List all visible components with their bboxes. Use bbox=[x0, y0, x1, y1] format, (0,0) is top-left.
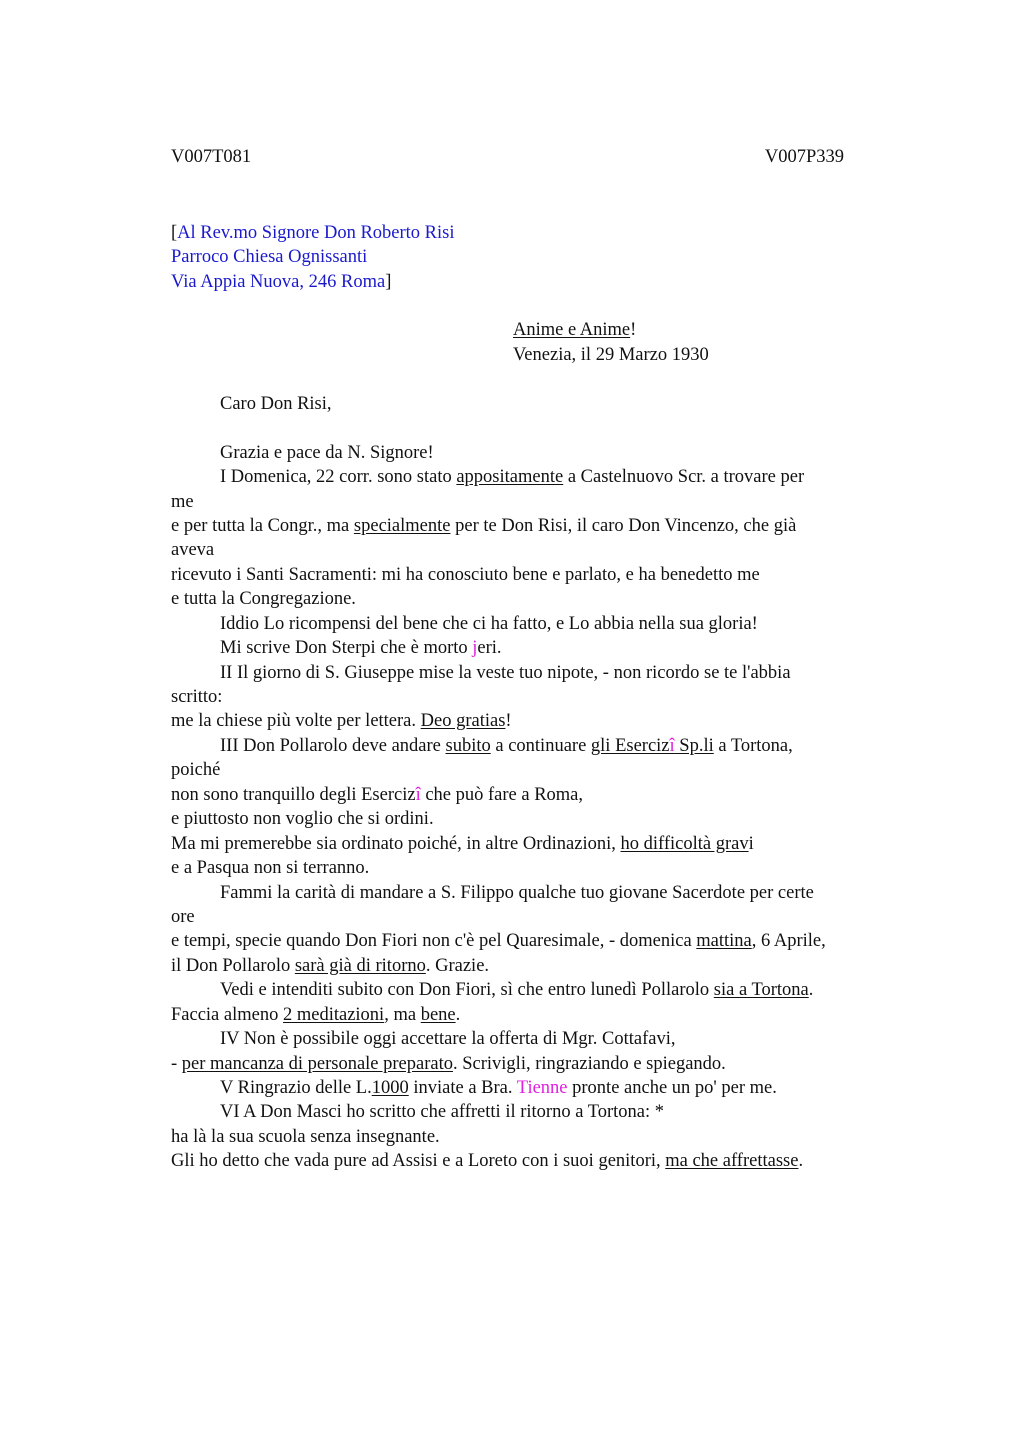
underlined-text: ho difficoltà grav bbox=[620, 834, 749, 854]
body-line: ore bbox=[171, 907, 195, 927]
text-run: . bbox=[808, 980, 814, 1000]
text-run: . Scrivigli, ringraziando e spiegando. bbox=[452, 1054, 726, 1074]
underlined-text: bene bbox=[420, 1005, 456, 1025]
text-run: Mi scrive Don Sterpi che è morto bbox=[220, 638, 473, 658]
text-run: non sono tranquillo degli Eserciz bbox=[171, 785, 416, 805]
address-line-1 bbox=[171, 221, 455, 245]
body-line: Iddio Lo ricompensi del bene che ci ha fatto, e Lo abbia nella sua gloria! bbox=[220, 614, 758, 634]
text-run: a Tortona, bbox=[713, 736, 793, 756]
underlined-text: appositamente bbox=[456, 467, 564, 487]
text-run: gli Eserciz bbox=[590, 736, 670, 756]
body-line bbox=[171, 1149, 803, 1173]
body-line bbox=[171, 929, 826, 953]
text-run: Vedi e intenditi subito con Don Fiori, sì che entro lunedì Pollarolo bbox=[220, 980, 714, 1000]
underlined-text: ma che affrettasse bbox=[665, 1151, 799, 1171]
body-line: VI A Don Masci ho scritto che affretti il ritorno a Tortona: * bbox=[220, 1102, 664, 1122]
underlined-text: specialmente bbox=[353, 516, 451, 536]
body-line bbox=[171, 514, 796, 538]
highlighted-text: î bbox=[415, 785, 421, 805]
body-line bbox=[220, 1076, 777, 1100]
text-run: ! bbox=[630, 320, 637, 340]
highlighted-text: î bbox=[669, 736, 675, 756]
archive-code-left: V007T081 bbox=[171, 147, 252, 167]
highlighted-text: Tienne bbox=[516, 1078, 568, 1098]
body-line bbox=[220, 978, 813, 1002]
body-line bbox=[220, 636, 502, 660]
body-line: e piuttosto non voglio che si ordini. bbox=[171, 809, 434, 829]
text-run: Sp.li bbox=[674, 736, 714, 756]
body-line: me bbox=[171, 492, 194, 512]
text-run: e per tutta la Congr., ma bbox=[171, 516, 354, 536]
text-run: ! bbox=[505, 711, 512, 731]
body-line: IV Non è possibile oggi accettare la offerta di Mgr. Cottafavi, bbox=[220, 1029, 676, 1049]
text-run: che può fare a Roma, bbox=[420, 785, 584, 805]
text-run: inviate a Bra. bbox=[408, 1078, 517, 1098]
body-line: Grazia e pace da N. Signore! bbox=[220, 443, 434, 463]
text-run: eri. bbox=[477, 638, 502, 658]
text-run: , ma bbox=[384, 1005, 421, 1025]
text-run: , 6 Aprile, bbox=[751, 931, 826, 951]
archive-code-right: V007P339 bbox=[764, 147, 844, 167]
text-run: per te Don Risi, il caro Don Vincenzo, che già bbox=[450, 516, 797, 536]
text-run: III Don Pollarolo deve andare bbox=[220, 736, 446, 756]
text-run: Gli ho detto che vada pure ad Assisi e a Loreto con i suoi genitori, bbox=[171, 1151, 666, 1171]
underlined-text: 2 meditazioni bbox=[282, 1005, 385, 1025]
body-line bbox=[171, 709, 512, 733]
text-run: - bbox=[171, 1054, 182, 1074]
place-date: Venezia, il 29 Marzo 1930 bbox=[513, 345, 709, 365]
text-run: e tempi, specie quando Don Fiori non c'è pel Quaresimale, - domenica bbox=[171, 931, 697, 951]
text-run: . Grazie. bbox=[425, 956, 490, 976]
text-run: I Domenica, 22 corr. sono stato bbox=[220, 467, 457, 487]
body-line: scritto: bbox=[171, 687, 223, 707]
body-line bbox=[220, 734, 793, 758]
address-line-2: Parroco Chiesa Ognissanti bbox=[171, 247, 368, 267]
body-line bbox=[171, 783, 583, 807]
text-run: a Castelnuovo Scr. a trovare per bbox=[563, 467, 805, 487]
body-line: ha là la sua scuola senza insegnante. bbox=[171, 1127, 440, 1147]
underlined-text: 1000 bbox=[371, 1078, 409, 1098]
text-run: pronte anche un po' per me. bbox=[567, 1078, 777, 1098]
motto bbox=[513, 318, 636, 342]
body-line bbox=[220, 465, 804, 489]
underlined-text: mattina bbox=[696, 931, 752, 951]
body-line bbox=[171, 954, 489, 978]
text-run: V Ringrazio delle L. bbox=[220, 1078, 372, 1098]
text-run: [ bbox=[171, 223, 178, 243]
underlined-text: sarà già di ritorno bbox=[294, 956, 426, 976]
underlined-text: per mancanza di personale preparato bbox=[181, 1054, 453, 1074]
body-line: e a Pasqua non si terranno. bbox=[171, 858, 370, 878]
text-run: . bbox=[455, 1005, 461, 1025]
text-run: Al Rev.mo Signore Don Roberto Risi bbox=[177, 223, 455, 243]
text-run: Ma mi premerebbe sia ordinato poiché, in altre Ordinazioni, bbox=[171, 834, 621, 854]
body-line: poiché bbox=[171, 760, 221, 780]
underlined-text: sia a Tortona bbox=[713, 980, 809, 1000]
body-line bbox=[171, 1003, 460, 1027]
text-run: Faccia almeno bbox=[171, 1005, 283, 1025]
underlined-text: subito bbox=[445, 736, 491, 756]
salutation: Caro Don Risi, bbox=[220, 394, 332, 414]
text-run: i bbox=[748, 834, 754, 854]
body-line bbox=[171, 832, 754, 856]
address-line-3 bbox=[171, 270, 391, 294]
underlined-text bbox=[591, 736, 714, 756]
body-line: aveva bbox=[171, 540, 215, 560]
underlined-text: Anime e Anime bbox=[513, 320, 631, 340]
text-run: ] bbox=[385, 272, 392, 292]
text-run: Via Appia Nuova, 246 Roma bbox=[171, 272, 386, 292]
body-line: ricevuto i Santi Sacramenti: mi ha conosciuto bene e parlato, e ha benedetto me bbox=[171, 565, 760, 585]
body-line: e tutta la Congregazione. bbox=[171, 589, 356, 609]
body-line: II Il giorno di S. Giuseppe mise la veste tuo nipote, - non ricordo se te l'abbia bbox=[220, 663, 791, 683]
text-run: . bbox=[798, 1151, 804, 1171]
text-run: me la chiese più volte per lettera. bbox=[171, 711, 421, 731]
highlighted-text: j bbox=[472, 638, 478, 658]
text-run: a continuare bbox=[490, 736, 591, 756]
body-line: Fammi la carità di mandare a S. Filippo qualche tuo giovane Sacerdote per certe bbox=[220, 883, 814, 903]
underlined-text: Deo gratias bbox=[420, 711, 506, 731]
body-line bbox=[171, 1052, 726, 1076]
text-run: il Don Pollarolo bbox=[171, 956, 295, 976]
